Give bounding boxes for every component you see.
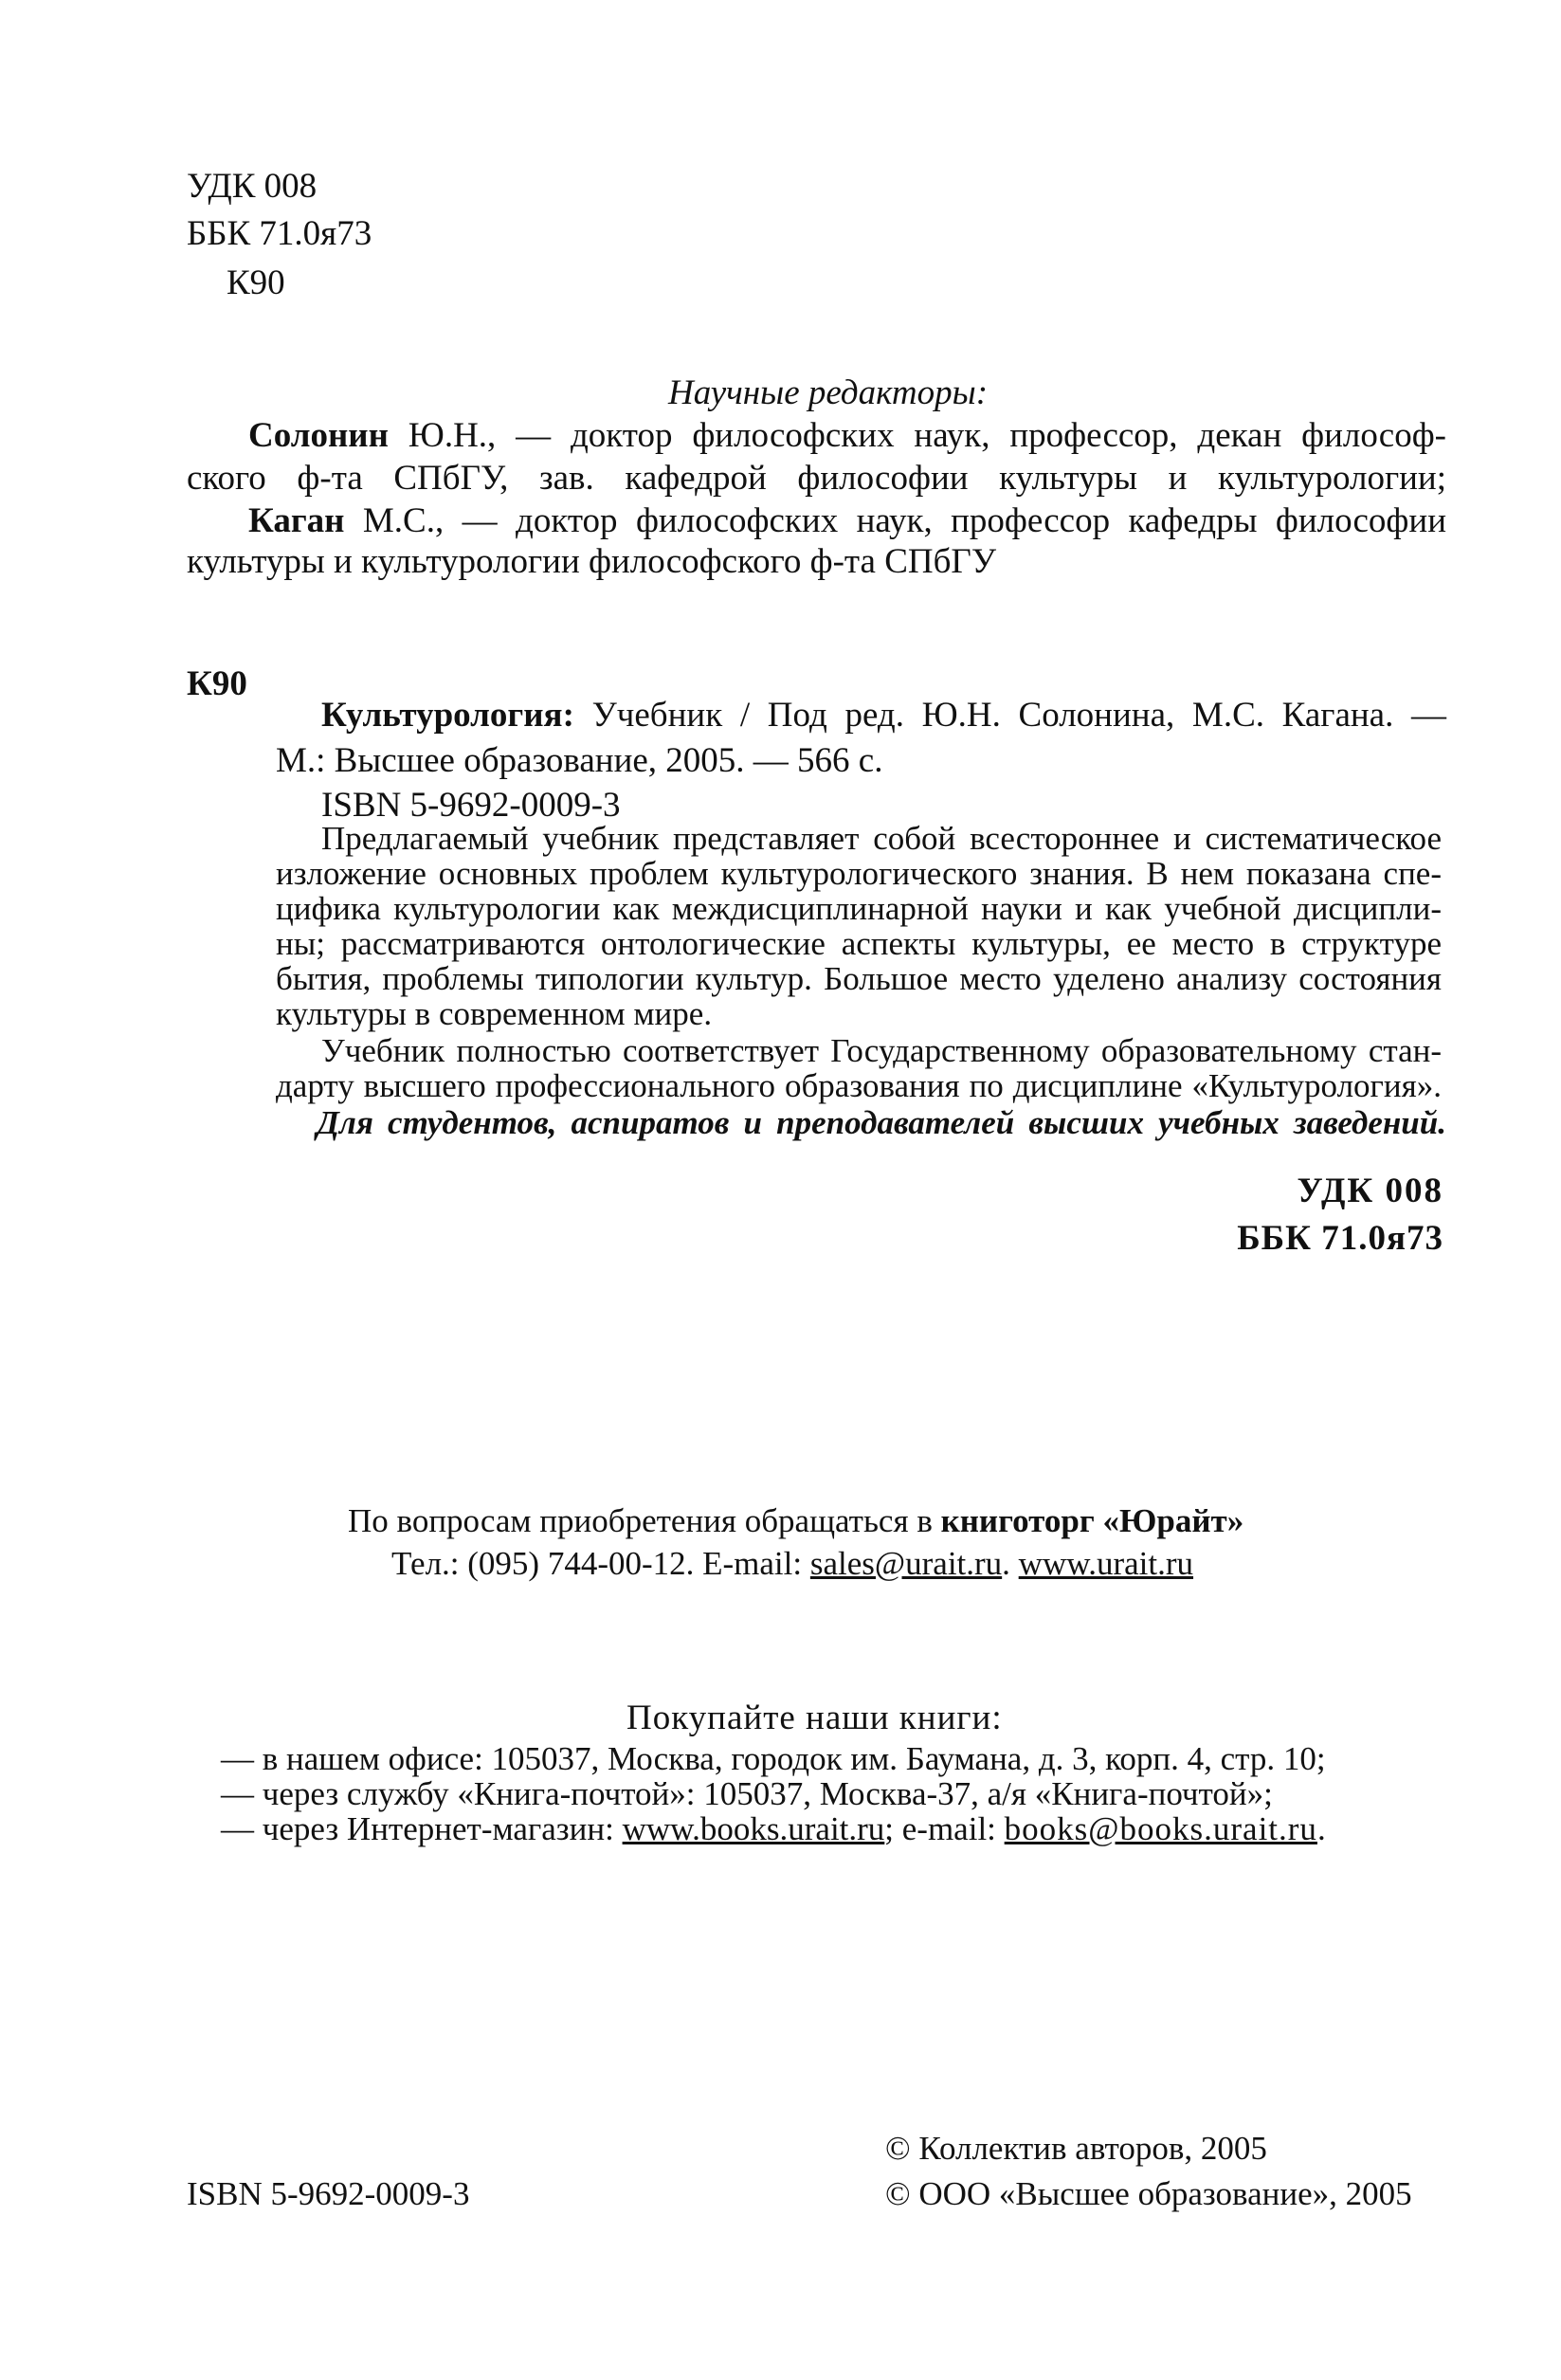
- buy-office: — в нашем офисе: 105037, Москва, городок им. Баумана, д. 3, корп. 4, стр. 10;: [221, 1740, 1326, 1777]
- annotation-line: цифика культурологии как междисциплинарной науки и как учебной дисципли-: [276, 890, 1442, 927]
- urait-site-link[interactable]: www.urait.ru: [1018, 1545, 1194, 1582]
- entry-mark: К90: [187, 664, 247, 703]
- bbk-code: ББК 71.0я73: [187, 214, 372, 253]
- entry-bbk: ББК 71.0я73: [1237, 1219, 1443, 1258]
- contact-sep: .: [1002, 1545, 1019, 1582]
- editor-1-name: Солонин: [248, 416, 389, 455]
- annotation-line: культуры в современном мире.: [276, 995, 713, 1032]
- standard-line: дарту высшего профессионального образования по дисциплине «Культурология».: [276, 1067, 1442, 1104]
- editor-1-line-2: ского ф-та СПбГУ, зав. кафедрой философии культуры и культурологии;: [187, 459, 1446, 498]
- copyright-publisher: © ООО «Высшее образование», 2005: [885, 2175, 1412, 2212]
- buy-mail: — через службу «Книга-почтой»: 105037, Москва-37, а/я «Книга-почтой»;: [221, 1775, 1273, 1812]
- editor-2-line-2: культуры и культурологии философского ф-та СПбГУ: [187, 542, 997, 581]
- udk-code: УДК 008: [187, 167, 318, 206]
- editor-2-name: Каган: [248, 501, 345, 540]
- sales-email-link[interactable]: sales@urait.ru: [809, 1545, 1003, 1582]
- buy-online-text: — через Интернет-магазин:: [221, 1810, 623, 1847]
- purchase-store: книготорг «Юрайт»: [940, 1502, 1244, 1539]
- editor-1-line-1: [248, 412, 1446, 460]
- purchase-line: [348, 1499, 1243, 1543]
- annotation-line: Предлагаемый учебник представляет собой всестороннее и систематическое: [321, 820, 1442, 857]
- phone-text: Тел.: (095) 744-00-12. E-mail:: [391, 1545, 810, 1582]
- entry-isbn: ISBN 5-9692-0009-3: [321, 786, 621, 825]
- buy-books-heading: Покупайте наши книги:: [626, 1699, 1003, 1737]
- annotation-line: изложение основных проблем культурологического знания. В нем показана спе-: [276, 855, 1442, 892]
- standard-line: Учебник полностью соответствует Государственному образовательному стан-: [321, 1032, 1442, 1069]
- annotation-line: ны; рассматриваются онтологические аспекты культуры, ее место в структуре: [276, 925, 1442, 962]
- entry-title-rest: Учебник / Под ред. Ю.Н. Солонина, М.С. Кагана. —: [573, 696, 1446, 735]
- books-site-link[interactable]: www.books.urait.ru: [622, 1810, 885, 1847]
- editor-2-desc-1: М.С., — доктор философских наук, профессор кафедры философии: [344, 501, 1446, 540]
- footer-isbn: ISBN 5-9692-0009-3: [187, 2175, 470, 2212]
- author-mark: К90: [227, 263, 285, 302]
- buy-online-line: [221, 1807, 1326, 1851]
- annotation-line: бытия, проблемы типологии культур. Большое место уделено анализу состояния: [276, 960, 1442, 997]
- editors-heading: Научные редакторы:: [668, 373, 989, 412]
- contact-line: [391, 1541, 1193, 1586]
- entry-title-line: [321, 692, 1446, 739]
- editor-1-desc-1: Ю.Н., — доктор философских наук, профессор, декан философ-: [388, 416, 1446, 455]
- books-email-link[interactable]: books@books.urait.ru: [1004, 1810, 1317, 1847]
- buy-online-mid: ; e-mail:: [884, 1810, 1005, 1847]
- entry-title: Культурология:: [321, 696, 574, 735]
- purchase-text: По вопросам приобретения обращаться в: [348, 1502, 941, 1539]
- entry-imprint: М.: Высшее образование, 2005. — 566 с.: [276, 741, 883, 780]
- buy-online-end: .: [1316, 1810, 1326, 1847]
- copyright-authors: © Коллектив авторов, 2005: [885, 2130, 1267, 2167]
- audience-note: Для студентов, аспиратов и преподавателей высших учебных заведений.: [317, 1104, 1446, 1141]
- entry-udk: УДК 008: [1297, 1172, 1443, 1210]
